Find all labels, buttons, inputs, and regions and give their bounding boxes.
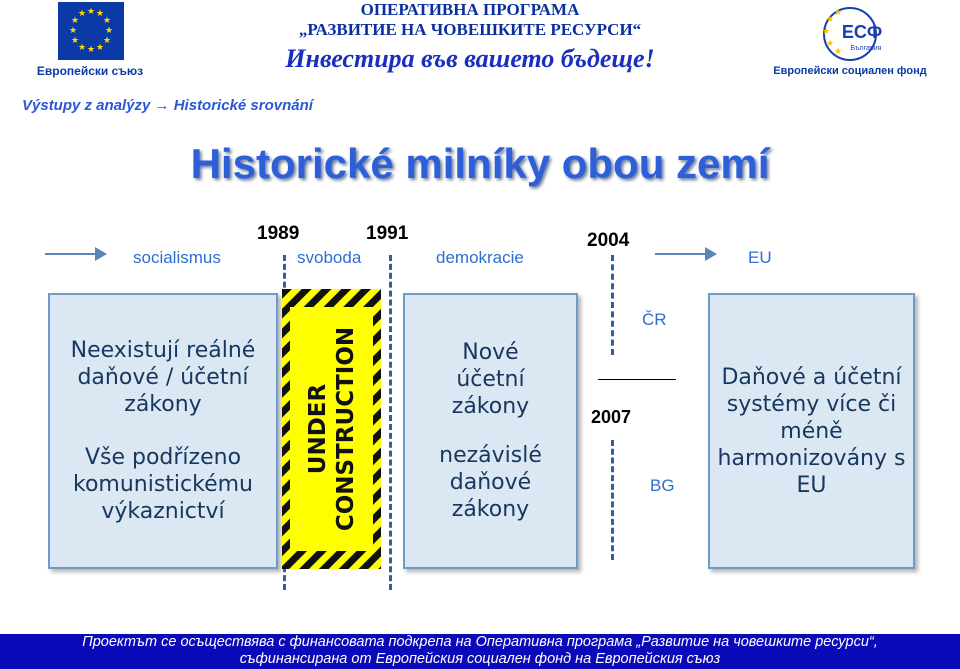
esf-label: Европейски социален фонд — [773, 65, 927, 77]
svg-text:ЕСФ: ЕСФ — [841, 22, 883, 42]
box-socialism-text-2: Vše podřízeno komunistickému výkaznictví — [72, 445, 253, 524]
svg-text:★: ★ — [95, 9, 105, 19]
program-line-1: ОПЕРАТИВНА ПРОГРАМА — [360, 0, 580, 19]
under-construction-text: UNDER CONSTRUCTION — [304, 326, 359, 532]
label-bg: BG — [650, 476, 675, 495]
separator-line — [598, 379, 676, 380]
year-2007: 2007 — [591, 407, 632, 427]
box-democracy-text-1: Nové účetní zákony — [451, 340, 530, 419]
esf-logo-icon — [760, 2, 940, 64]
footer-line-1: Проектът се осъществява с финансовата подкрепа на Оперативна програма „Развитие на човешките ресурси“, — [82, 634, 878, 650]
svg-text:★: ★ — [77, 9, 87, 19]
breadcrumb: Výstupy z analýzy → Historické srovnání — [22, 97, 313, 114]
box-socialism — [48, 293, 278, 569]
svg-text:България: България — [850, 45, 882, 52]
box-democracy — [403, 293, 578, 569]
svg-text:★: ★ — [104, 26, 114, 36]
eu-flag-icon — [58, 2, 124, 60]
arrow-right-icon — [655, 253, 715, 255]
arrow-left-icon — [45, 253, 105, 255]
box-socialism-text-1: Neexistují reálné daňové / účetní zákony — [70, 338, 256, 417]
under-construction-sign — [282, 289, 381, 569]
label-demokracie: demokracie — [436, 248, 524, 267]
footer — [0, 634, 960, 669]
svg-text:★: ★ — [821, 27, 831, 37]
year-2004: 2004 — [587, 230, 630, 251]
box-eu — [708, 293, 915, 569]
footer-line-2: съфинансирана от Европейския социален фонд на Европейския съюз — [239, 651, 721, 667]
divider-2007 — [611, 440, 614, 560]
year-1989: 1989 — [257, 223, 300, 244]
box-democracy-text-2: nezávislé daňové zákony — [439, 443, 542, 522]
svg-text:★: ★ — [70, 16, 80, 26]
svg-text:★: ★ — [70, 36, 80, 46]
eu-logo — [28, 2, 152, 82]
label-socialismus: socialismus — [133, 248, 221, 267]
label-cr: ČR — [642, 310, 667, 329]
svg-text:★: ★ — [833, 47, 843, 57]
svg-text:★: ★ — [68, 26, 78, 36]
divider-1991 — [389, 255, 392, 590]
label-eu: EU — [748, 248, 772, 267]
svg-text:★: ★ — [825, 15, 835, 25]
svg-text:★: ★ — [102, 36, 112, 46]
program-slogan: Инвестира във вашето бъдеще! — [285, 44, 655, 73]
box-eu-text: Daňové a účetní systémy více či méně harmonizovány s EU — [717, 364, 906, 498]
program-title — [250, 0, 690, 40]
esf-logo — [760, 2, 940, 82]
svg-text:★: ★ — [86, 7, 96, 17]
eu-label: Европейски съюз — [36, 64, 144, 78]
svg-text:★: ★ — [86, 45, 96, 55]
program-line-2: „РАЗВИТИЕ НА ЧОВЕШКИТЕ РЕСУРСИ“ — [298, 20, 642, 39]
svg-text:★: ★ — [825, 39, 835, 49]
year-1991: 1991 — [366, 223, 409, 244]
divider-2004 — [611, 255, 614, 355]
label-svoboda: svoboda — [297, 248, 362, 267]
svg-text:★: ★ — [102, 16, 112, 26]
page-title: Historické milníky obou zemí — [190, 140, 770, 187]
svg-text:★: ★ — [95, 43, 105, 53]
svg-text:★: ★ — [77, 43, 87, 53]
svg-text:★: ★ — [833, 8, 843, 18]
